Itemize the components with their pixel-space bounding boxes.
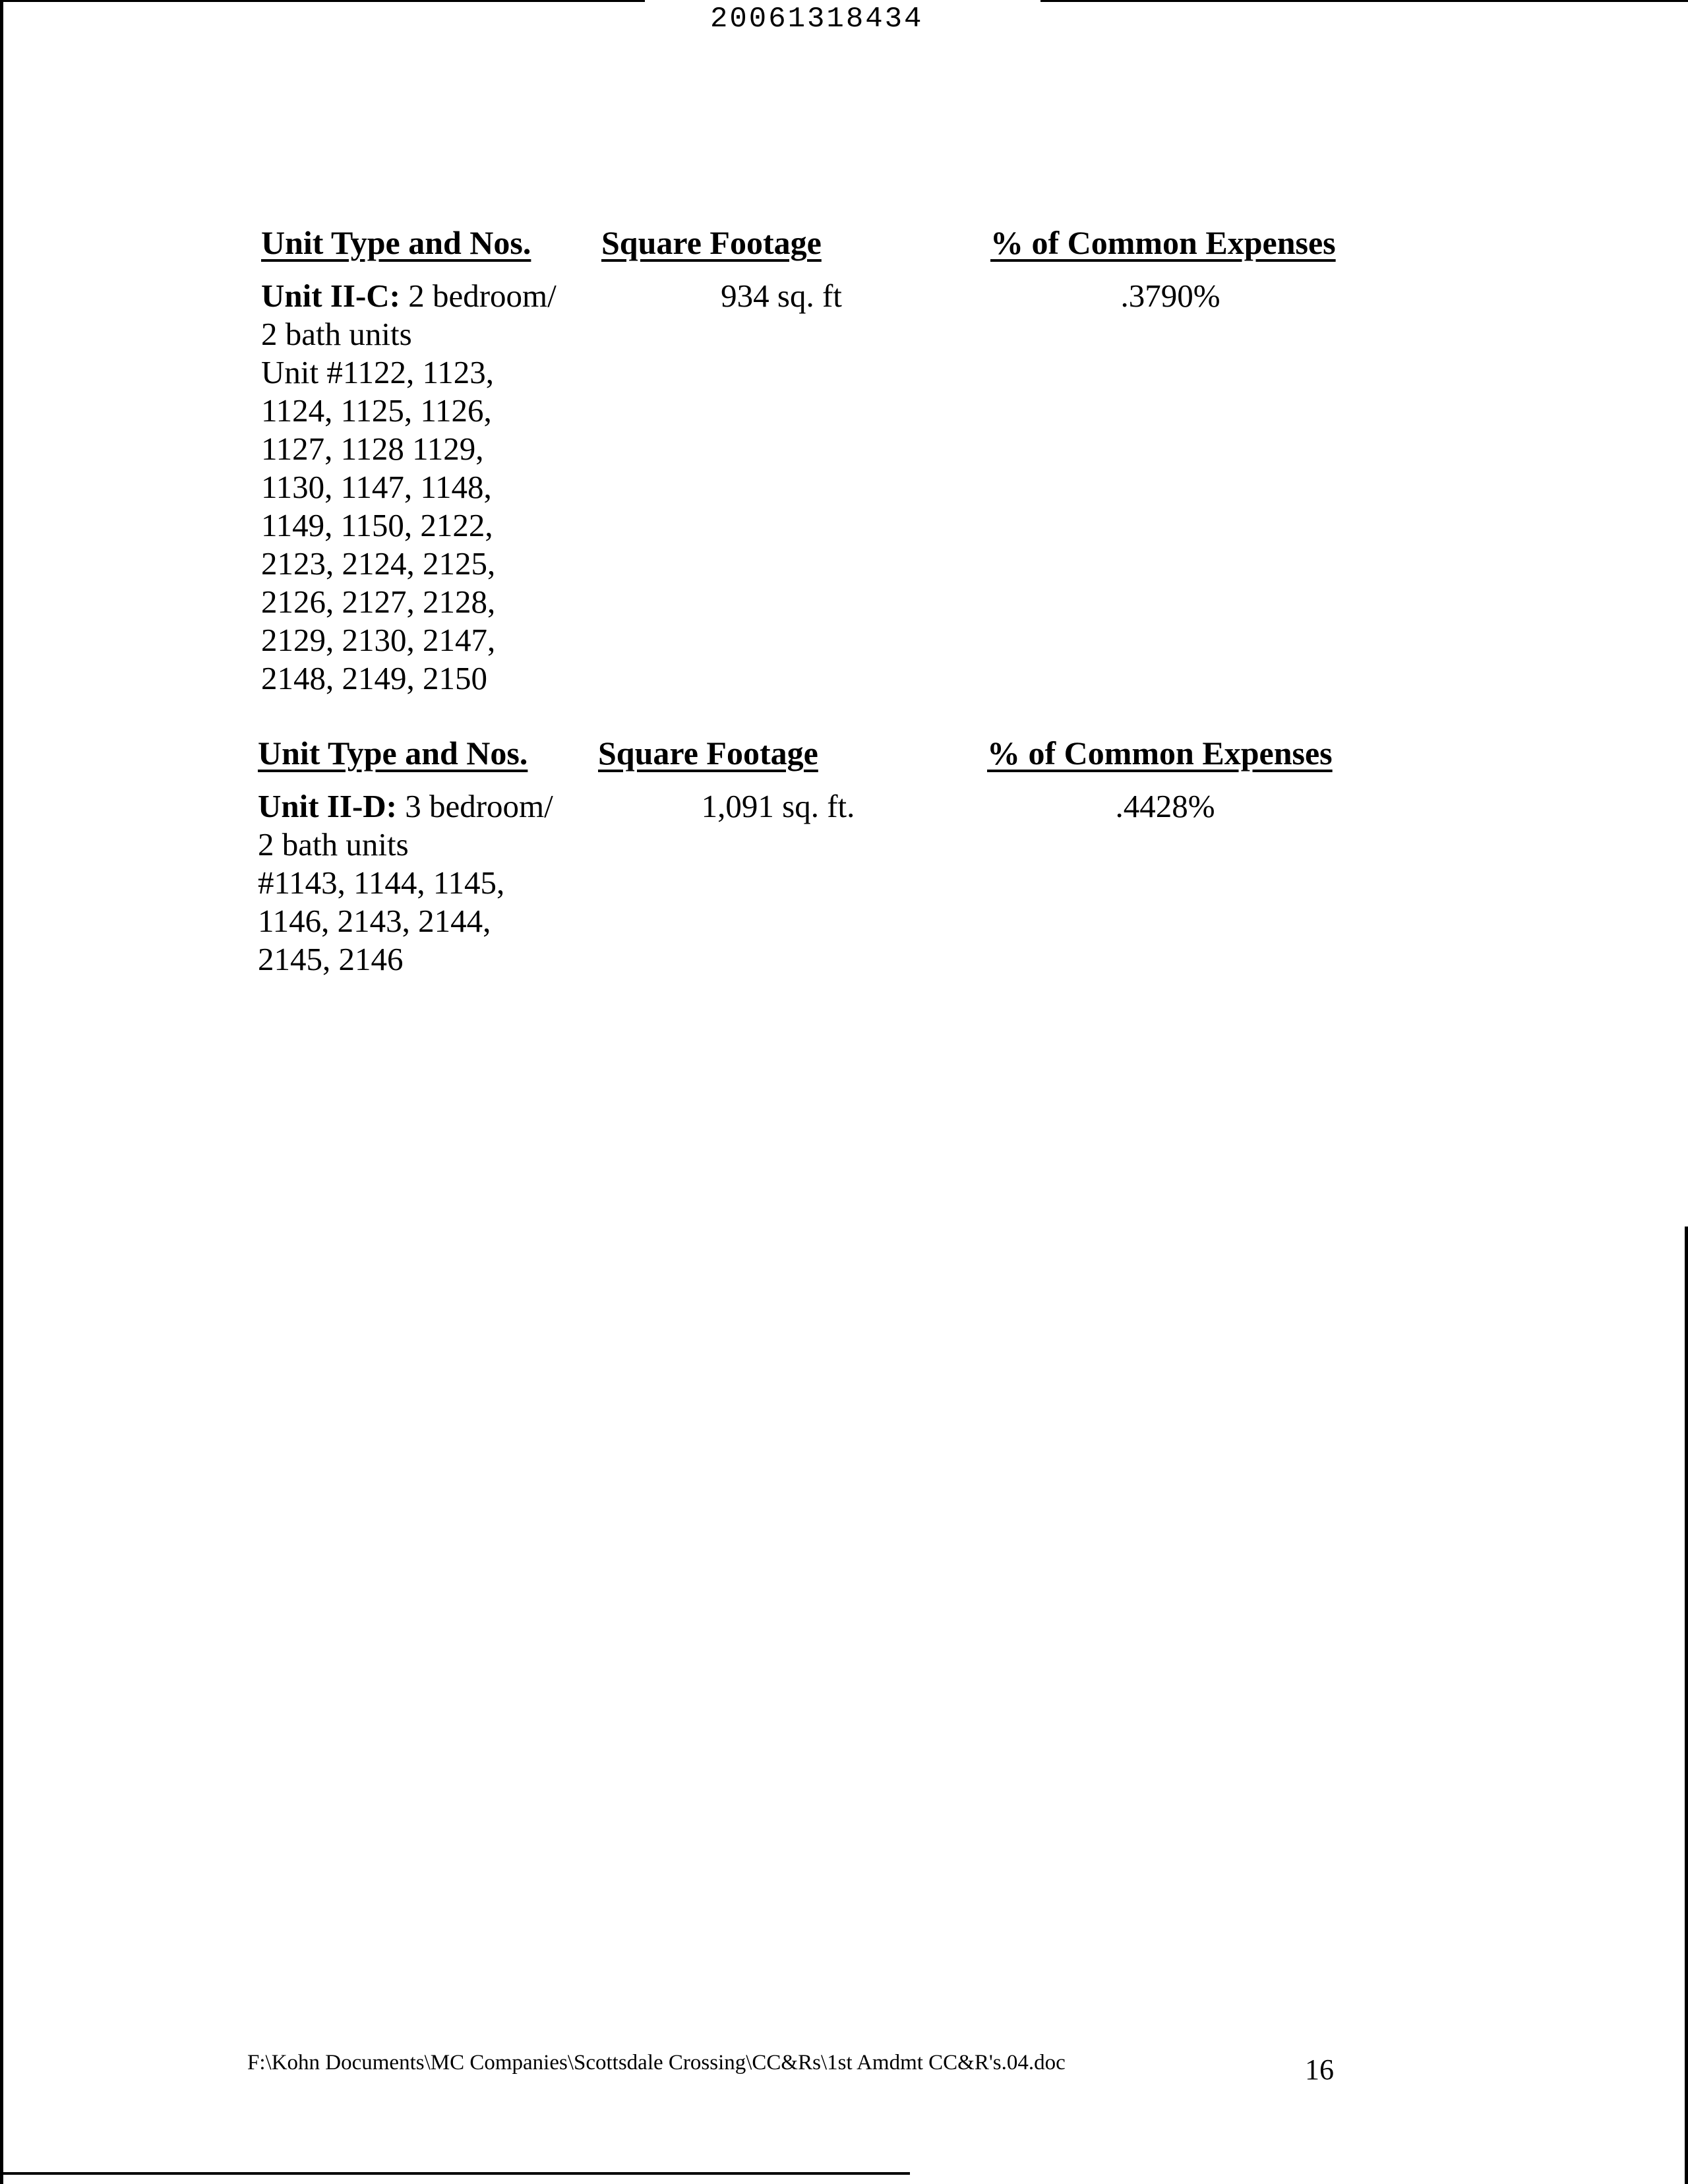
unit-line: 2123, 2124, 2125, bbox=[261, 545, 496, 582]
unit-line: 1127, 1128 1129, bbox=[261, 431, 484, 467]
unit-line: 1149, 1150, 2122, bbox=[261, 507, 493, 543]
unit-line: 2148, 2149, 2150 bbox=[261, 660, 487, 696]
unit-line: 1130, 1147, 1148, bbox=[261, 469, 492, 505]
unit-line: 1146, 2143, 2144, bbox=[258, 903, 491, 939]
unit-name: Unit II-C: bbox=[261, 278, 400, 314]
common-expenses-value: .3790% bbox=[1120, 278, 1221, 314]
square-footage-value: 1,091 sq. ft. bbox=[701, 788, 855, 824]
unit-desc-first: 3 bedroom/ bbox=[396, 788, 553, 824]
scan-border-right bbox=[1685, 1227, 1688, 2184]
unit-line: Unit #1122, 1123, bbox=[261, 354, 494, 390]
scan-border-bottom bbox=[0, 2172, 910, 2175]
header-unit-type: Unit Type and Nos. bbox=[261, 224, 531, 261]
page-number: 16 bbox=[1305, 2053, 1334, 2086]
scan-border-top-left bbox=[0, 0, 645, 2]
footer-file-path: F:\Kohn Documents\MC Companies\Scottsdale Crossing\CC&Rs\1st Amdmt CC&R's.04.doc bbox=[247, 2051, 1066, 2075]
unit-line: #1143, 1144, 1145, bbox=[258, 864, 505, 901]
common-expenses-value: .4428% bbox=[1115, 788, 1215, 824]
unit-line: 2 bath units bbox=[261, 316, 412, 352]
unit-name: Unit II-D: bbox=[258, 788, 397, 824]
scan-border-left bbox=[0, 0, 3, 2184]
document-number: 20061318434 bbox=[710, 3, 924, 36]
square-footage-value: 934 sq. ft bbox=[721, 278, 842, 314]
unit-line: 2129, 2130, 2147, bbox=[261, 622, 496, 658]
unit-desc-first: 2 bedroom/ bbox=[400, 278, 557, 314]
unit-line: 2126, 2127, 2128, bbox=[261, 584, 496, 620]
header-square-footage: Square Footage bbox=[598, 735, 818, 772]
header-common-expenses: % of Common Expenses bbox=[987, 735, 1333, 772]
unit-description bbox=[258, 787, 553, 979]
unit-line: 2 bath units bbox=[258, 826, 409, 863]
header-square-footage: Square Footage bbox=[601, 224, 822, 261]
unit-description bbox=[261, 277, 557, 698]
unit-title-line bbox=[258, 787, 553, 826]
unit-line: 1124, 1125, 1126, bbox=[261, 392, 492, 429]
scan-border-top-right bbox=[1040, 0, 1688, 2]
header-unit-type: Unit Type and Nos. bbox=[258, 735, 528, 772]
unit-line: 2145, 2146 bbox=[258, 941, 404, 977]
unit-title-line bbox=[261, 277, 557, 315]
header-common-expenses: % of Common Expenses bbox=[990, 224, 1336, 261]
